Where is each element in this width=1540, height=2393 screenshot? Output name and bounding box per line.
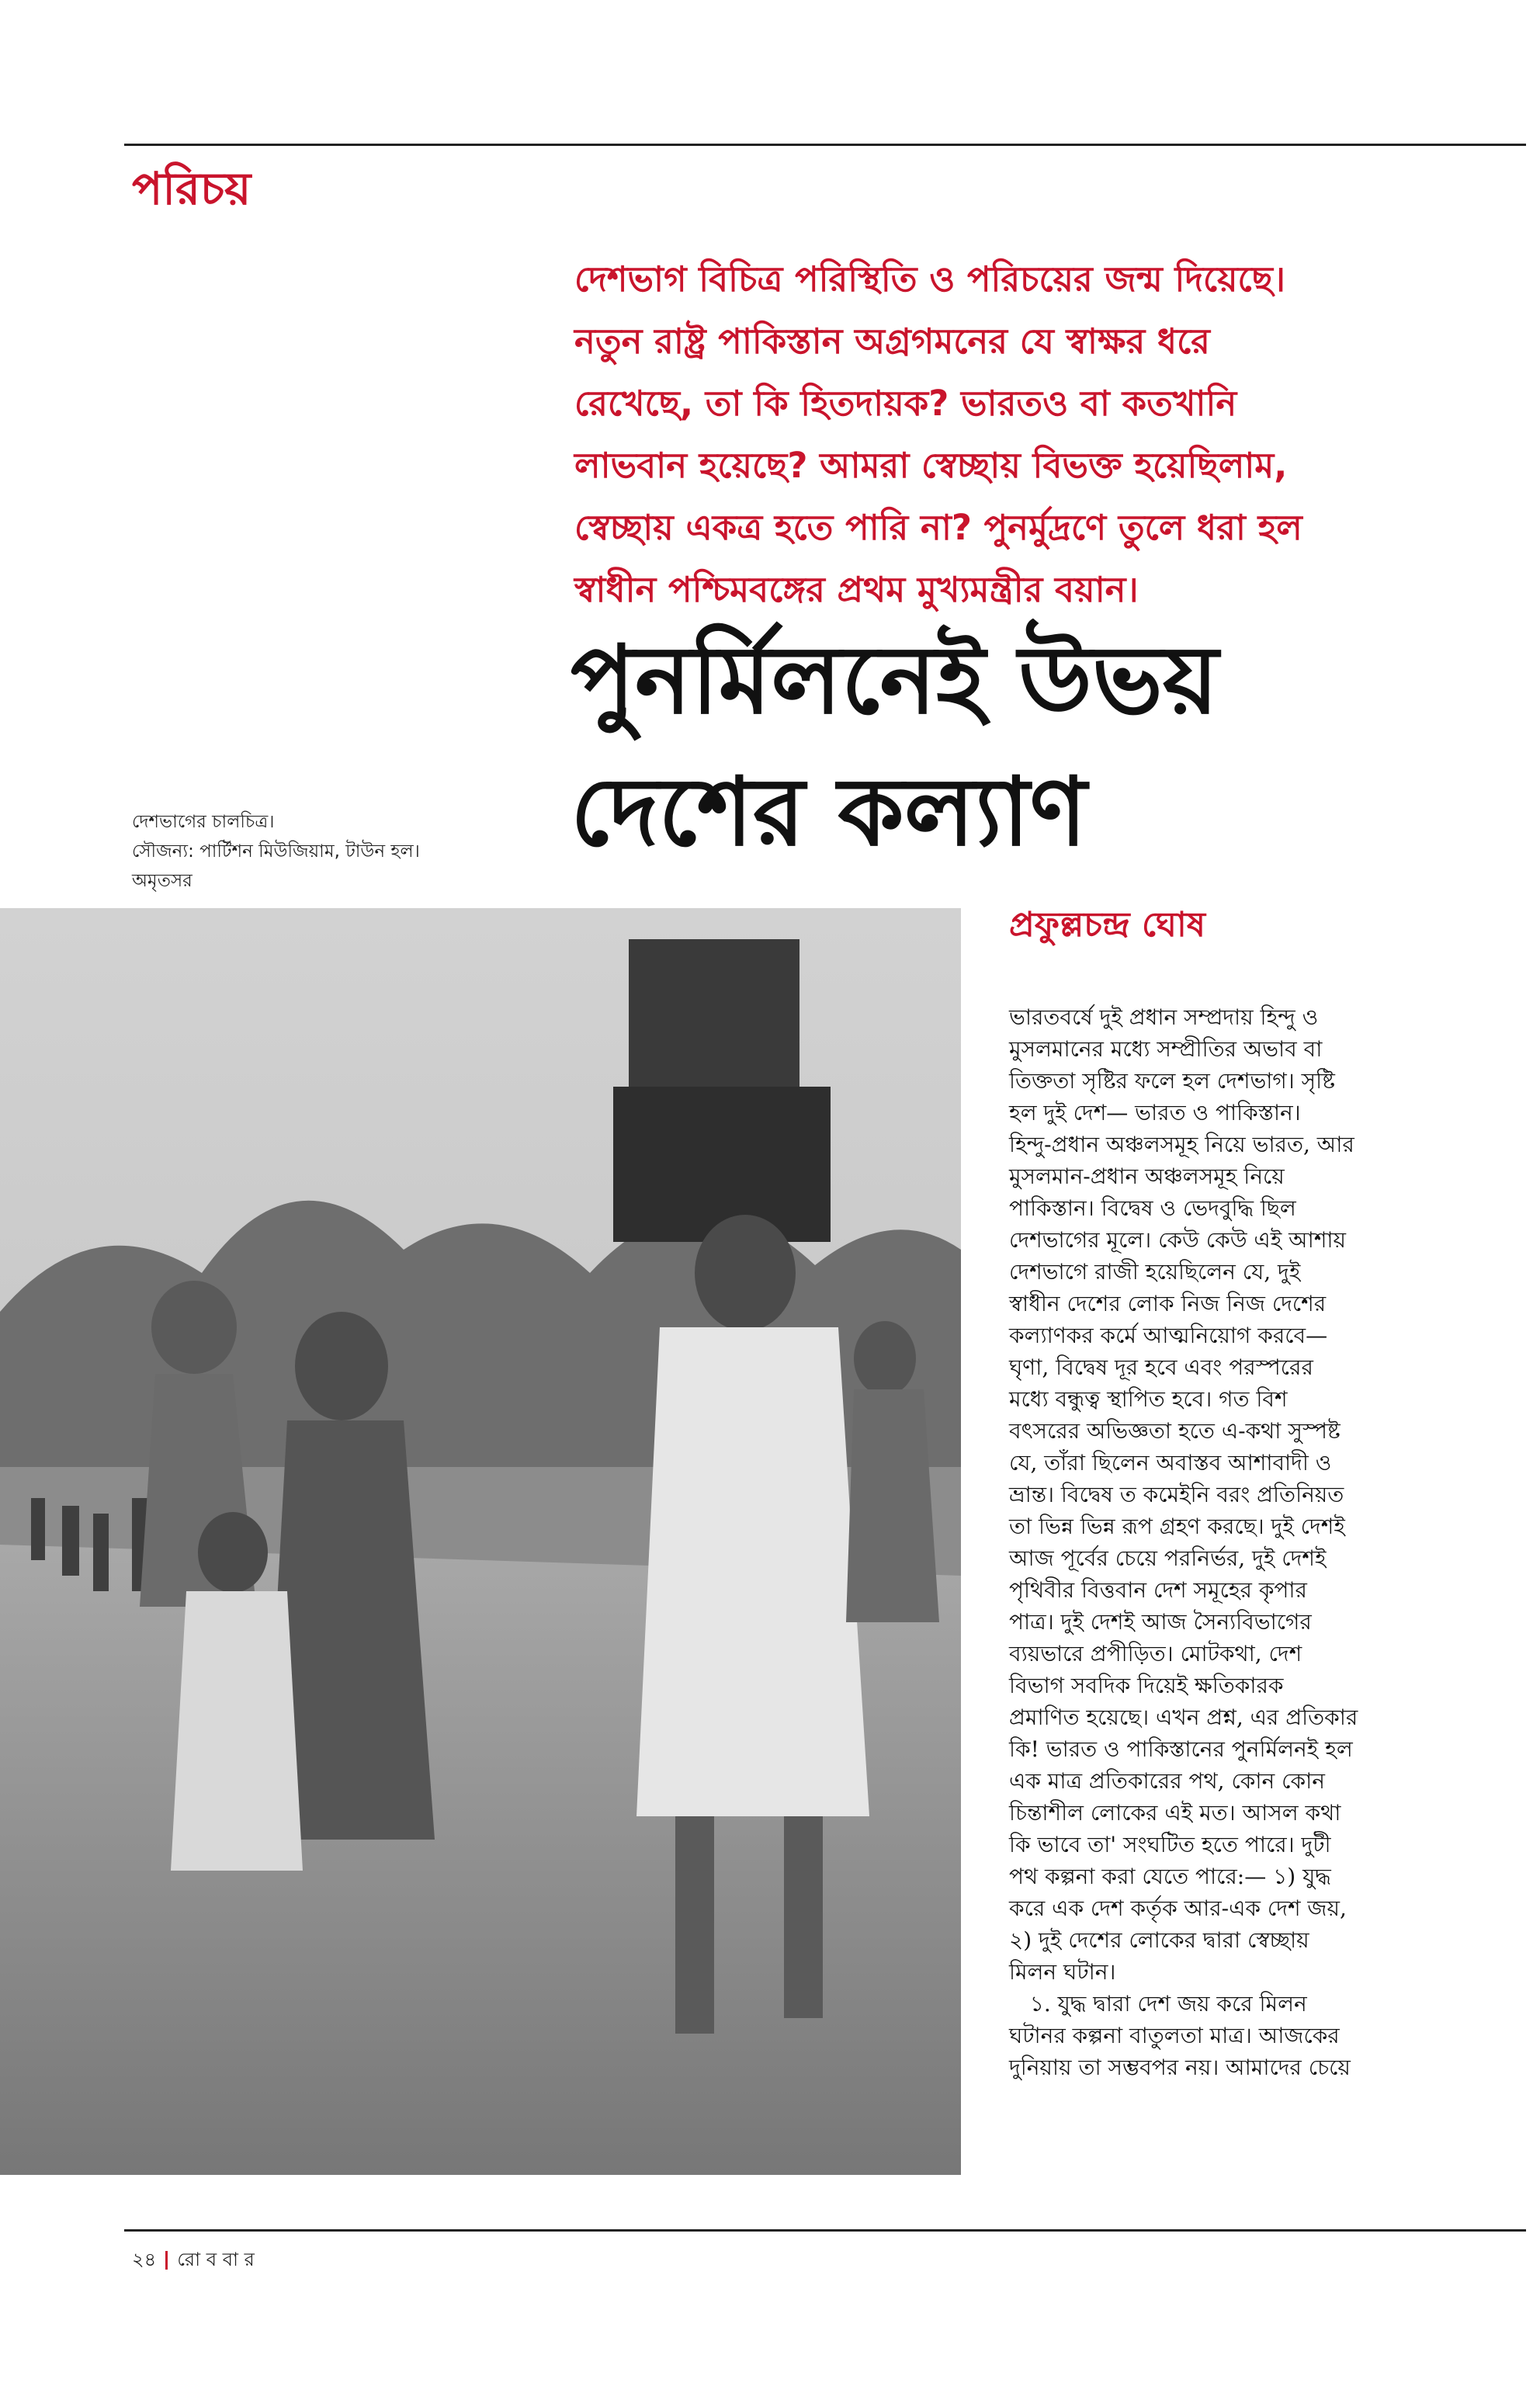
body-line: প্রমাণিত হয়েছে। এখন প্রশ্ন, এর প্রতিকার <box>1009 1705 1358 1730</box>
body-line: কি! ভারত ও পাকিস্তানের পুনর্মিলনই হল <box>1009 1736 1353 1762</box>
standfirst-line: স্বাধীন পশ্চিমবঙ্গের প্রথম মুখ্যমন্ত্রীর বয়ান। <box>574 569 1139 610</box>
magazine-name: রো ব বা র <box>177 2249 255 2270</box>
body-line: ভ্রান্ত। বিদ্বেষ ত কমেইনি বরং প্রতিনিয়ত <box>1009 1482 1344 1507</box>
body-line: তিক্ততা সৃষ্টির ফলে হল দেশভাগ। সৃষ্টি <box>1009 1068 1335 1094</box>
standfirst-line: দেশভাগ বিচিত্র পরিস্থিতি ও পরিচয়ের জন্ম দিয়েছে। <box>574 258 1285 300</box>
body-line: মধ্যে বন্ধুত্ব স্থাপিত হবে। গত বিশ <box>1009 1386 1288 1412</box>
body-line: করে এক দেশ কর্তৃক আর-এক দেশ জয়, <box>1009 1895 1347 1921</box>
body-line: পথ কল্পনা করা যেতে পারে:— ১) যুদ্ধ <box>1009 1864 1331 1889</box>
partition-refugees-photo <box>0 908 961 2175</box>
body-line: যে, তাঁরা ছিলেন অবাস্তব আশাবাদী ও <box>1009 1450 1332 1476</box>
caption-line: অমৃতসর <box>132 871 192 891</box>
byline: প্রফুল্লচন্দ্র ঘোষ <box>1009 905 1205 945</box>
caption-line: সৌজন্য: পার্টিশন মিউজিয়াম, টাউন হল। <box>132 841 420 862</box>
body-line: ১. যুদ্ধ দ্বারা দেশ জয় করে মিলন <box>1009 1991 1307 2017</box>
photo-illustration <box>0 908 961 2175</box>
body-line: মুসলমানের মধ্যে সম্প্রীতির অভাব বা <box>1009 1036 1323 1062</box>
article-body <box>1009 1001 1506 2083</box>
body-line: বৎসরের অভিজ্ঞতা হতে এ-কথা সুস্পষ্ট <box>1009 1418 1341 1444</box>
body-line: মিলন ঘটান। <box>1009 1959 1116 1985</box>
body-line: বিভাগ সবদিক দিয়েই ক্ষতিকারক <box>1009 1673 1284 1698</box>
body-line: হল দুই দেশ— ভারত ও পাকিস্তান। <box>1009 1100 1301 1125</box>
body-line: চিন্তাশীল লোকের এই মত। আসল কথা <box>1009 1800 1341 1826</box>
footer-separator <box>165 2251 168 2270</box>
body-line: এক মাত্র প্রতিকারের পথ, কোন কোন <box>1009 1768 1325 1794</box>
body-line: ২) দুই দেশের লোকের দ্বারা স্বেচ্ছায় <box>1009 1927 1309 1953</box>
caption-line: দেশভাগের চালচিত্র। <box>132 812 275 832</box>
body-line: ঘৃণা, বিদ্বেষ দূর হবে এবং পরস্পরের <box>1009 1354 1313 1380</box>
standfirst-line: নতুন রাষ্ট্র পাকিস্তান অগ্রগমনের যে স্বাক্ষর ধরে <box>574 321 1210 362</box>
page-number: ২৪ <box>132 2249 157 2270</box>
standfirst-line: স্বেচ্ছায় একত্র হতে পারি না? পুনর্মুদ্রণে তুলে ধরা হল <box>574 507 1302 548</box>
section-label: পরিচয় <box>132 162 251 215</box>
body-line: হিন্দু-প্রধান অঞ্চলসমূহ নিয়ে ভারত, আর <box>1009 1132 1354 1157</box>
body-line: তা ভিন্ন ভিন্ন রূপ গ্রহণ করছে। দুই দেশই <box>1009 1514 1345 1539</box>
standfirst <box>574 248 1475 621</box>
photo-caption <box>132 807 567 896</box>
bottom-rule <box>124 2229 1526 2232</box>
body-line: মুসলমান-প্রধান অঞ্চলসমূহ নিয়ে <box>1009 1164 1285 1189</box>
body-line: আজ পূর্বের চেয়ে পরনির্ভর, দুই দেশই <box>1009 1545 1327 1571</box>
headline <box>571 613 1502 877</box>
body-line: পাকিস্তান। বিদ্বেষ ও ভেদবুদ্ধি ছিল <box>1009 1195 1296 1221</box>
body-line: দুনিয়ায় তা সম্ভবপর নয়। আমাদের চেয়ে <box>1009 2055 1351 2080</box>
body-line: ব্যয়ভারে প্রপীড়িত। মোটকথা, দেশ <box>1009 1641 1302 1666</box>
headline-line: পুনর্মিলনেই উভয় <box>571 623 1219 735</box>
body-line: স্বাধীন দেশের লোক নিজ নিজ দেশের <box>1009 1291 1327 1316</box>
body-line: ঘটানর কল্পনা বাতুলতা মাত্র। আজকের <box>1009 2023 1340 2048</box>
body-line: কি ভাবে তা' সংঘটিত হতে পারে। দুটী <box>1009 1832 1331 1857</box>
page-footer <box>132 2246 255 2277</box>
headline-line: দেশের কল্যাণ <box>571 755 1087 867</box>
standfirst-line: লাভবান হয়েছে? আমরা স্বেচ্ছায় বিভক্ত হয়েছিলাম, <box>574 445 1288 486</box>
body-line: ভারতবর্ষে দুই প্রধান সম্প্রদায় হিন্দু ও <box>1009 1004 1319 1030</box>
body-line: দেশভাগে রাজী হয়েছিলেন যে, দুই <box>1009 1259 1301 1285</box>
top-rule <box>124 144 1526 146</box>
body-line: কল্যাণকর কর্মে আত্মনিয়োগ করবে— <box>1009 1323 1328 1348</box>
body-line: পৃথিবীর বিত্তবান দেশ সমূহের কৃপার <box>1009 1577 1307 1603</box>
standfirst-line: রেখেছে, তা কি হিতদায়ক? ভারতও বা কতখানি <box>574 383 1237 424</box>
body-line: পাত্র। দুই দেশই আজ সৈন্যবিভাগের <box>1009 1609 1312 1635</box>
body-line: দেশভাগের মূলে। কেউ কেউ এই আশায় <box>1009 1227 1347 1253</box>
